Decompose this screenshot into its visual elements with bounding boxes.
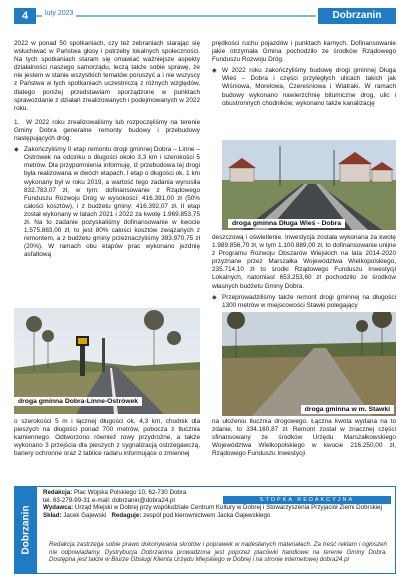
footer-details: [43, 489, 391, 519]
header-rule: [36, 15, 316, 17]
page-header: [14, 8, 396, 24]
bullet-dluga-wies: ◆ W 2022 roku zakończyliśmy budowę drogi gminnej Długa Wieś – Dobra i części przyległych ulicach takich jak Wiśniowa, Morelowa, Czereśniowa i Wiatraki. W ramach budowy wykonano nawierzchnię bitumiczne drog, ulic i obustronnych chodników, wykonano także kanalizację: [212, 67, 396, 107]
right-column-top: [212, 40, 396, 111]
stopka-redakcyjna-label: STOPKA REDAKCYJNA: [223, 496, 391, 504]
road-photo-illustration: [222, 312, 396, 416]
paragraph-funding-dluga-wies: deszczową i oświetlenie. Inwestycja została wykonana za kwotę 1.989.856,70 zł, w tym 1.100.889,00 zł, to dofinansowanie unijne z Programu Rozwoju Obszarów Wiejskich na lata 2014-2020 przyznane przez Marszałka Województwa Wielkopolskiego, 235.714,10 zł to środki Rządowego Funduszu Inwestycji Lokalnych, natomiast 653.253,60 zł pochodziło ze środków własnych budżetu Gminy Dobra.: [212, 234, 396, 290]
issue-date: luty 2023: [42, 10, 76, 17]
right-column-bottom: [212, 418, 396, 461]
footer-staff-line: Skład: Jacek Gajewski Redaguje: zespół pod kierownictwem Jacka Gajewskiego: [43, 511, 271, 519]
masthead-brand: Dobrzanin: [318, 8, 396, 24]
item-number: 1.: [14, 118, 20, 126]
caption-dobra-linne-ostrowek: droga gminna Dobra-Linne-Ostrówek: [14, 397, 142, 406]
editorial-footer: [14, 486, 396, 574]
caption-dluga-wies-dobra: droga gminna Długa Wieś - Dobra: [228, 219, 345, 228]
footer-publisher-line: Wydawca: Urząd Miejski w Dobrej przy współudziale Centrum Kultury w Dobrej i Stowarzyszenia Przyjaciół Ziemi Dobrskiej: [43, 504, 382, 512]
photo-stawki: [222, 312, 396, 416]
numbered-item: [14, 119, 200, 143]
photo-dluga-wies-dobra: [222, 140, 396, 230]
footer-brand-text: Dobrzanin: [20, 505, 32, 555]
paragraph-speed: prędkości ruchu pojazdów i punktach karnych. Dofinansowanie jakie otrzymała Gmina pochodziło ze środków Rządowego Funduszu Rozwoju Dróg.: [212, 40, 396, 64]
footer-contact-line: tel. 63-279-99-31 e-mail: dobrzanin@dobra24.pl: [43, 496, 175, 504]
footer-address-line: Redakcja: Plac Wojska Polskiego 10, 62-730 Dobra: [43, 489, 187, 496]
item-text: W 2022 roku zrealizowaliśmy lub rozpoczęliśmy na terenie Gminy Dobra generalne remonty budowy i przebudowy następujących dróg:: [14, 118, 200, 143]
bullet-linne-ostrowek: ◆ Zakończyliśmy II etap remontu drogi gminnej Dobra – Linne – Ostrówek na odcinku o długości około 3,3 km i szerokości 5 metrów. Dla przypomnienia informuję, iż przebudowa tej drogi była realizowana w dwóch etapach. I etap o długości ok. 1 km wykonany był w roku 2019, a wartość tego zadania wynosiła 832.783,07 zł, w tym: dofinansowanie z Rządowego Funduszu Rozwoju Dróg w wysokości: 416.391,00 zł (50% całości kosztów), i z budżetu gminy: 416.392,07 zł. II etap został wykonany w latach 2021 i 2022 za kwotę 1.969.853,75 zł. Na to zadanie pozyskaliśmy dofinansowanie w kwocie 1.575.883,00 zł, to jest 80% całości kosztów związanych z remontem, a z budżetu gminy przeznaczyliśmy 393.970,75 zł (20%). W ramach obu etapów prac wykonano jezdnię asfaltową: [14, 146, 200, 259]
right-column-middle: [212, 234, 396, 313]
paragraph-road-details: o szerokości 5 m i łącznej długości ok. 4,3 km, chodnik dla pieszych na długości ponad 700 metrów, pobocza z tłucznia kamiennego. Odtworzono również rowy przydrożne, a także wykonano 3 przejścia dla pieszych z sygnalizacją ostrzegawczą, bariery ochronne oraz 2 tablice radaru informujące o zmiennej: [14, 418, 200, 458]
photo-dobra-linne-ostrowek: [14, 308, 200, 414]
road-photo-illustration: [222, 140, 396, 230]
footer-vertical-brand: [15, 487, 37, 573]
footer-disclaimer: Redakcja zastrzega sobie prawo dokonywania skrótów i poprawek w nadesłanych materiałach. Za treść reklam i ogłoszeń nie odpowiadamy. Dystrybucja Dobrzanina prowadzona jest poprzez placówki handlowe na terenie Gminy Dobra. Dostępna jest także w Biurze Obsługi Klienta Urzędu Miejskiego w Dobrej i na stronie internetowej dobra24.pl: [49, 541, 387, 564]
paragraph-stawki-funding: na ułożeniu tłucznia drogowego. Łączna kwota wydana na to zdanie, to 334.160,87 zł. Remont został w znacznej części sfinansowany ze środków Urzędu Marszałkowskiego Województwa Wielkopolskiego w kwocie 216.250,00 zł, Rządowego Funduszu Inwestycji: [212, 418, 396, 458]
intro-paragraph: 2022 w ponad 50 spotkaniach, czy też zebraniach starając się wsłuchiwać w Państwa głosy i potrzeby lokalnych społeczności. Na tych spotkaniach staram się omawiać ważniejsze aspekty działalności naszego samorządu, leczą także sobie sprawę, że nie jestem w stanie wszystkich tematów poruszyć a i nie wszyscy z Państwa w tych spotkaniach uczestniczą z różnych względów, dlatego poniżej przedstawiam sporządzone w punktach sprawozdanie z działań zrealizowanych i podejmowanych w 2022 roku.: [14, 40, 200, 112]
left-column-bottom: [14, 418, 200, 461]
left-column-top: [14, 40, 200, 262]
bullet-stawki: ◆ Przeprowadziliśmy także remont drogi gminnej na długości 1300 metrów w miejscowości Stawki polegający: [212, 294, 396, 310]
caption-stawki: droga gminna w m. Stawki: [301, 405, 394, 414]
page-number: 4: [14, 8, 36, 24]
